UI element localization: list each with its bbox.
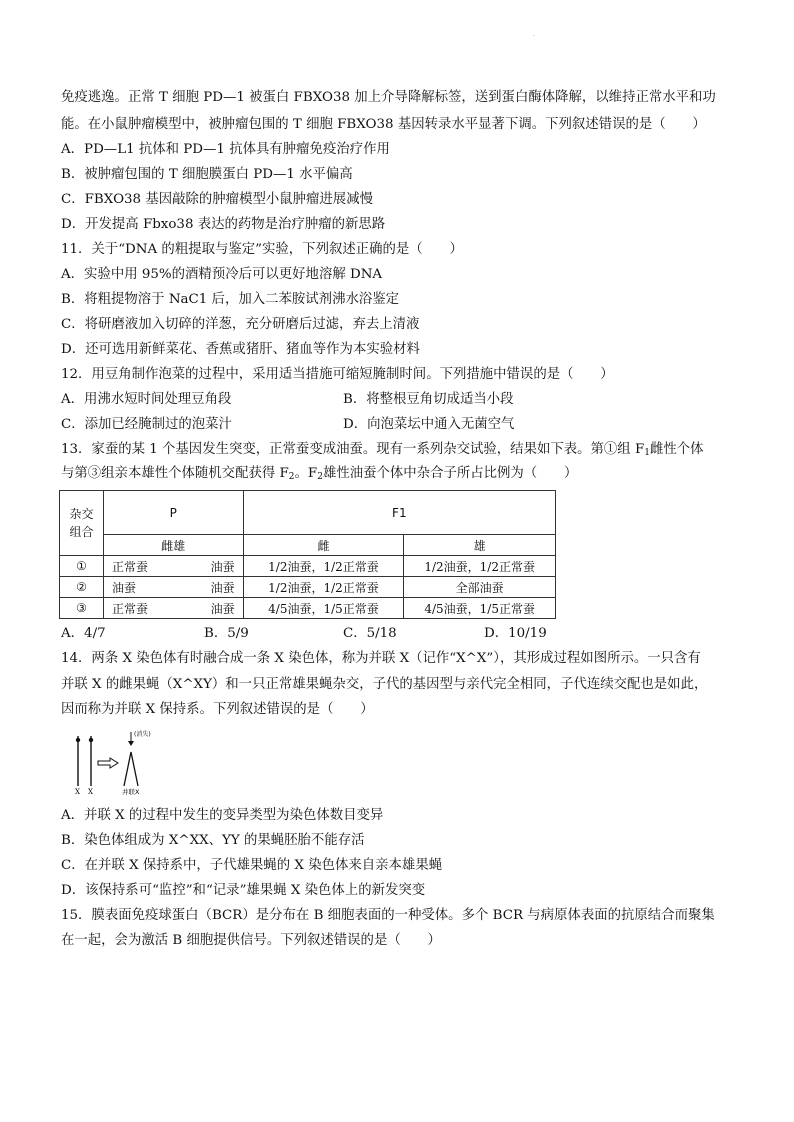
q13-option-d: D．10/19 <box>484 626 547 641</box>
table-row <box>60 598 556 619</box>
row-id: ③ <box>60 598 104 619</box>
q14-option-a: A．并联 X 的过程中发生的变异类型为染色体数目变异 <box>61 808 384 823</box>
q15-stem-line-1: 15．膜表面免疫球蛋白（BCR）是分布在 B 细胞表面的一种受体。多个 BCR 与病原体表面的抗原结合而聚集 <box>61 908 715 923</box>
q13-option-b: B．5/9 <box>204 626 249 641</box>
row-f1-female: 1/2油蚕，1/2正常蚕 <box>243 556 404 577</box>
sub-header-f1-female: 雌 <box>243 535 404 556</box>
q11-option-d: D．还可选用新鲜菜花、香蕉或猪肝、猪血等作为本实验材料 <box>61 342 420 357</box>
q14-stem-line-3: 因而称为并联 X 保持系。下列叙述错误的是（ ） <box>61 702 374 717</box>
q10-option-b: B．被肿瘤包围的 T 细胞膜蛋白 PD—1 水平偏高 <box>61 167 353 182</box>
x-label-2: X <box>88 788 93 796</box>
header-group: 杂交组合 <box>60 491 104 556</box>
arrow-icon <box>98 758 118 768</box>
q12-option-a: A．用沸水短时间处理豆角段 <box>61 392 232 407</box>
header-dot: . <box>533 31 535 38</box>
q12-option-d: D．向泡菜坛中通入无菌空气 <box>343 417 515 432</box>
q15-stem-line-2: 在一起，会为激活 B 细胞提供信号。下列叙述错误的是（ ） <box>61 933 441 948</box>
row-p: 正常蚕 油蚕 <box>103 598 243 619</box>
q14-option-d: D．该保持系可“监控”和“记录”雄果蝇 X 染色体上的新发突变 <box>61 883 426 898</box>
row-f1-female: 4/5油蚕，1/5正常蚕 <box>243 598 404 619</box>
q11-option-c: C．将研磨液加入切碎的洋葱，充分研磨后过滤，弃去上清液 <box>61 317 420 332</box>
centromere-1 <box>76 738 80 742</box>
lost-arrowhead-icon <box>128 741 134 746</box>
row-p: 正常蚕 油蚕 <box>103 556 243 577</box>
q14-option-b: B．染色体组成为 X^XX、YY 的果蝇胚胎不能存活 <box>61 833 365 848</box>
row-f1-female: 1/2油蚕，1/2正常蚕 <box>243 577 404 598</box>
row-p: 油蚕 油蚕 <box>103 577 243 598</box>
table-row <box>60 556 556 577</box>
q12-option-b: B．将整根豆角切成适当小段 <box>343 392 514 407</box>
lost-label: (消失) <box>134 731 151 738</box>
centromere-2 <box>89 738 93 742</box>
q13-stem-line-2: 与第③组亲本雄性个体随机交配获得 $F_2$。$F_2$雄性油蚕个体中杂合子所占比例为（ ） <box>61 466 578 482</box>
q14-option-c: C．在并联 X 保持系中，子代雄果蝇的 X 染色体来自亲本雄果蝇 <box>61 858 443 873</box>
q13-option-a: A．4/7 <box>61 626 106 641</box>
q14-stem-line-2: 并联 X 的雌果蝇（X^XY）和一只正常雄果蝇杂交，子代的基因型与亲代完全相同，子代连续交配也是如此， <box>61 677 708 692</box>
row-id: ② <box>60 577 104 598</box>
row-f1-male: 全部油蚕 <box>404 577 556 598</box>
q12-option-c: C．添加已经腌制过的泡菜汁 <box>61 417 232 432</box>
q10-option-a: A．PD—L1 抗体和 PD—1 抗体具有肿瘤免疫治疗作用 <box>61 142 390 157</box>
q12-stem: 12．用豆角制作泡菜的过程中，采用适当措施可缩短腌制时间。下列措施中错误的是（ ） <box>61 367 614 382</box>
sub-header-p: 雌雄 <box>103 535 243 556</box>
sub-header-f1-male: 雄 <box>404 535 556 556</box>
cross-results-table <box>59 490 556 619</box>
x-label-1: X <box>75 788 80 796</box>
result-label: 并联X <box>122 788 140 796</box>
q10-option-d: D．开发提高 Fbxo38 表达的药物是治疗肿瘤的新思路 <box>61 217 386 232</box>
q10-stem-line-1: 免疫逃逸。正常 T 细胞 PD—1 被蛋白 FBXO38 加上介导降解标签，送到蛋白酶体降解，以维持正常水平和功 <box>61 90 716 105</box>
row-f1-male: 1/2油蚕，1/2正常蚕 <box>404 556 556 577</box>
attached-x-chromosome <box>124 752 138 786</box>
row-f1-male: 4/5油蚕，1/5正常蚕 <box>404 598 556 619</box>
q11-stem: 11．关于“DNA 的粗提取与鉴定”实验，下列叙述正确的是（ ） <box>61 242 463 257</box>
header-f1: F1 <box>243 491 555 535</box>
row-id: ① <box>60 556 104 577</box>
q10-option-c: C．FBXO38 基因敲除的肿瘤模型小鼠肿瘤进展减慢 <box>61 192 373 207</box>
header-p: P <box>103 491 243 535</box>
table-row <box>60 577 556 598</box>
q14-stem-line-1: 14．两条 X 染色体有时融合成一条 X 染色体，称为并联 X（记作“X^X”），其形成过程如图所示。一只含有 <box>61 651 701 666</box>
q11-option-a: A．实验中用 95%的酒精预冷后可以更好地溶解 DNA <box>61 267 383 282</box>
q13-option-c: C．5/18 <box>343 626 397 641</box>
q11-option-b: B．将粗提物溶于 NaC1 后，加入二苯胺试剂沸水浴鉴定 <box>61 292 400 307</box>
attached-x-diagram <box>72 728 152 796</box>
q10-stem-line-2: 能。在小鼠肿瘤模型中，被肿瘤包围的 T 细胞 FBXO38 基因转录水平显著下调。下列叙述错误的是（ ） <box>61 117 706 132</box>
q13-stem-line-1: 13．家蚕的某 1 个基因发生突变，正常蚕变成油蚕。现有一系列杂交试验，结果如下表。第①组 $F_1$雌性个体 <box>61 442 704 458</box>
